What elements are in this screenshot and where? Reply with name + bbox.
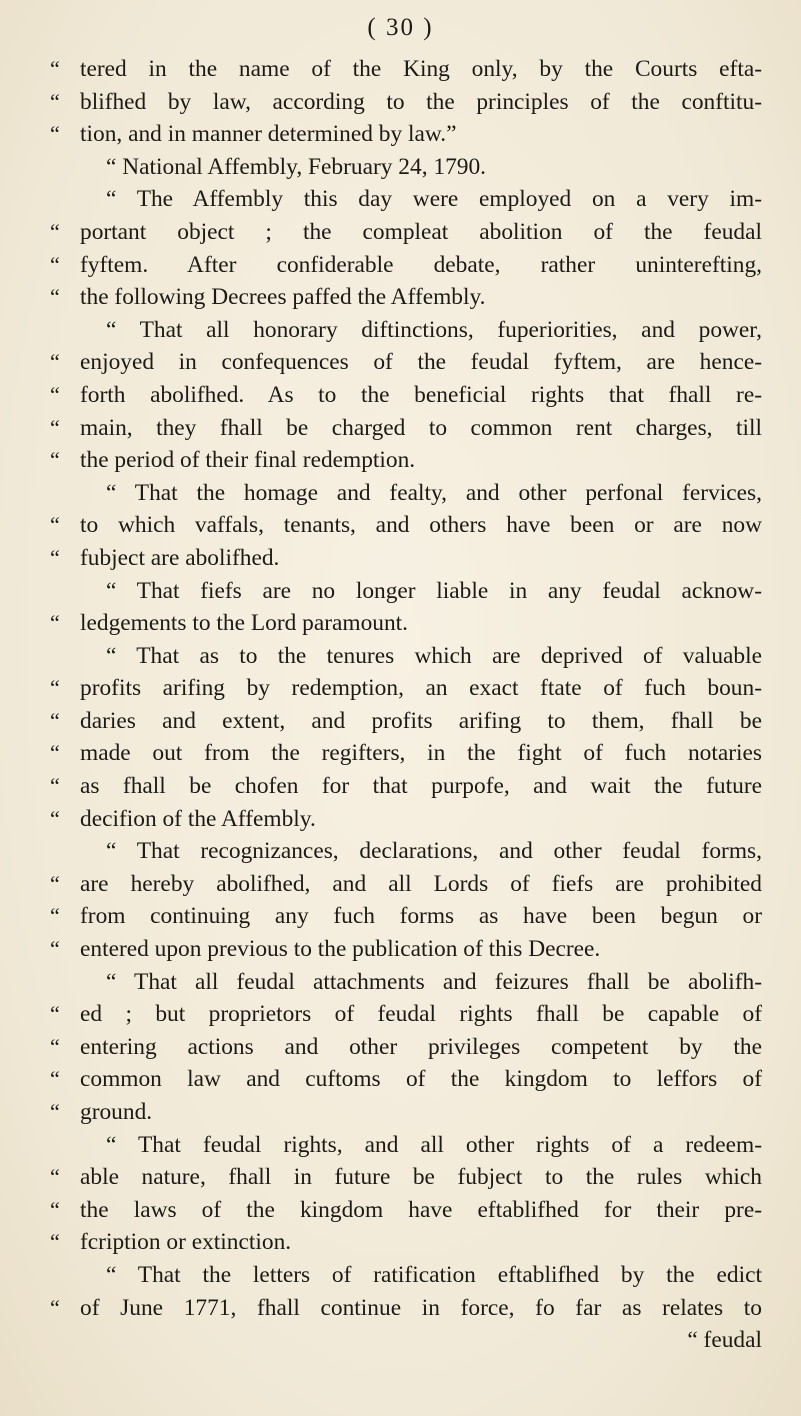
line-content: daries and extent, and profits arifing to them, fhall be bbox=[80, 707, 762, 734]
line-content: profits arifing by redemption, an exact ftate of fuch boun- bbox=[80, 675, 762, 702]
quote-mark: “ bbox=[50, 1001, 60, 1027]
line-content: ledgements to the Lord paramount. bbox=[80, 610, 409, 637]
quote-mark: “ bbox=[50, 447, 60, 473]
text-line bbox=[50, 412, 762, 445]
quote-mark: “ bbox=[50, 121, 60, 147]
line-content: “ The Affembly this day were employed on a very im- bbox=[106, 186, 762, 213]
quote-mark: “ bbox=[50, 88, 60, 114]
line-content: to which vaffals, tenants, and others have been or are now bbox=[80, 512, 762, 539]
line-content: the laws of the kingdom have eftablifhed for their pre- bbox=[80, 1196, 762, 1223]
line-content: “ That fiefs are no longer liable in any feudal acknow- bbox=[106, 577, 762, 604]
line-content: forth abolifhed. As to the beneficial rights that fhall re- bbox=[80, 381, 762, 408]
line-content: “ That the homage and fealty, and other perfonal fervices, bbox=[106, 479, 762, 506]
quote-mark: “ bbox=[50, 1294, 60, 1320]
quote-mark: “ bbox=[50, 805, 60, 831]
line-content: “ That the letters of ratification eftablifhed by the edict bbox=[106, 1261, 762, 1288]
quote-mark: “ bbox=[50, 1033, 60, 1059]
quote-mark: “ bbox=[50, 1229, 60, 1255]
text-line bbox=[50, 933, 762, 966]
text-line bbox=[50, 86, 762, 119]
quote-mark: “ bbox=[50, 773, 60, 799]
line-content: portant object ; the compleat abolition of the feudal bbox=[80, 218, 762, 245]
line-content: tion, and in manner determined by law.” bbox=[80, 121, 457, 148]
quote-mark: “ bbox=[50, 284, 60, 310]
quote-mark: “ bbox=[50, 349, 60, 375]
line-content: enjoyed in confequences of the feudal fyftem, are hence- bbox=[80, 349, 762, 376]
text-line bbox=[50, 998, 762, 1031]
text-line bbox=[50, 1063, 762, 1096]
line-content: “ That all feudal attachments and feizures fhall be abolifh- bbox=[106, 968, 762, 995]
text-line bbox=[50, 672, 762, 705]
line-content: are hereby abolifhed, and all Lords of fiefs are prohibited bbox=[80, 870, 762, 897]
text-line bbox=[50, 53, 762, 86]
line-content: “ National Affembly, February 24, 1790. bbox=[106, 153, 487, 180]
page-number-header: ( 30 ) bbox=[367, 14, 434, 41]
quote-mark: “ bbox=[50, 218, 60, 244]
quote-mark: “ bbox=[50, 610, 60, 636]
quote-mark: “ bbox=[50, 251, 60, 277]
text-line bbox=[80, 183, 762, 216]
text-line bbox=[50, 737, 762, 770]
quote-mark: “ bbox=[50, 870, 60, 896]
text-line bbox=[80, 835, 762, 868]
line-content: tered in the name of the King only, by the Courts efta- bbox=[80, 56, 762, 82]
text-line bbox=[50, 868, 762, 901]
text-line bbox=[50, 1096, 762, 1129]
line-content: entered upon previous to the publication of this Decree. bbox=[80, 936, 601, 963]
line-content: “ That all honorary diftinctions, fuperiorities, and power, bbox=[106, 316, 762, 343]
text-line bbox=[50, 705, 762, 738]
line-content: blifhed by law, according to the principles of the conftitu- bbox=[80, 88, 762, 115]
quote-mark: “ bbox=[50, 381, 60, 407]
line-content: as fhall be chofen for that purpofe, and wait the future bbox=[80, 773, 762, 800]
text-line bbox=[50, 1031, 762, 1064]
line-content: ed ; but proprietors of feudal rights fhall be capable of bbox=[80, 1001, 762, 1028]
text-line bbox=[80, 151, 762, 184]
quote-mark: “ bbox=[50, 936, 60, 962]
quote-mark: “ bbox=[50, 1164, 60, 1190]
line-content: the period of their final redemption. bbox=[80, 447, 416, 474]
quote-mark: “ bbox=[50, 1196, 60, 1222]
text-line bbox=[80, 477, 762, 510]
text-line bbox=[50, 1226, 762, 1259]
line-content: decifion of the Affembly. bbox=[80, 805, 316, 832]
body-text bbox=[50, 53, 762, 1357]
text-line bbox=[80, 966, 762, 999]
text-line bbox=[80, 314, 762, 347]
line-content: able nature, fhall in future be fubject to the rules which bbox=[80, 1164, 762, 1191]
quote-mark: “ bbox=[50, 414, 60, 440]
text-line bbox=[50, 444, 762, 477]
text-line bbox=[50, 1292, 762, 1325]
quote-mark: “ bbox=[50, 544, 60, 570]
line-content: main, they fhall be charged to common rent charges, till bbox=[80, 414, 762, 441]
text-line bbox=[50, 281, 762, 314]
line-content: from continuing any fuch forms as have been begun or bbox=[80, 903, 762, 930]
line-content: made out from the regifters, in the fight of fuch notaries bbox=[80, 740, 762, 767]
text-line bbox=[50, 900, 762, 933]
quote-mark: “ bbox=[50, 903, 60, 929]
text-line bbox=[50, 249, 762, 282]
text-line bbox=[80, 640, 762, 673]
quote-mark: “ bbox=[50, 740, 60, 766]
text-line bbox=[80, 575, 762, 608]
quote-mark: “ bbox=[50, 1099, 60, 1124]
line-content: common law and cuftoms of the kingdom to leffors of bbox=[80, 1066, 762, 1093]
text-line bbox=[50, 509, 762, 542]
quote-mark: “ bbox=[50, 56, 60, 81]
text-line bbox=[50, 1161, 762, 1194]
text-line bbox=[50, 542, 762, 575]
line-content: “ That feudal rights, and all other rights of a redeem- bbox=[106, 1131, 762, 1158]
line-content: fubject are abolifhed. bbox=[80, 544, 280, 571]
quote-mark: “ bbox=[50, 675, 60, 701]
line-content: entering actions and other privileges competent by the bbox=[80, 1033, 762, 1060]
line-content: “ That recognizances, declarations, and other feudal forms, bbox=[106, 838, 762, 865]
line-content: ground. bbox=[80, 1099, 153, 1125]
text-line bbox=[50, 216, 762, 249]
quote-mark: “ bbox=[50, 512, 60, 538]
text-line bbox=[50, 346, 762, 379]
line-content: fyftem. After confiderable debate, rather uninterefting, bbox=[80, 251, 762, 278]
text-line bbox=[80, 1259, 762, 1292]
text-line bbox=[50, 1194, 762, 1227]
text-line bbox=[50, 803, 762, 836]
quote-mark: “ bbox=[50, 1066, 60, 1092]
text-line bbox=[80, 1129, 762, 1162]
text-line bbox=[50, 379, 762, 412]
line-content: “ feudal bbox=[687, 1327, 762, 1354]
text-line bbox=[50, 770, 762, 803]
text-line bbox=[50, 118, 762, 151]
catchword bbox=[80, 1324, 762, 1357]
line-content: of June 1771, fhall continue in force, fo far as relates to bbox=[80, 1294, 762, 1321]
text-line bbox=[50, 607, 762, 640]
line-content: the following Decrees paffed the Affembly. bbox=[80, 284, 486, 311]
line-content: fcription or extinction. bbox=[80, 1229, 292, 1256]
line-content: “ That as to the tenures which are deprived of valuable bbox=[106, 642, 762, 669]
quote-mark: “ bbox=[50, 707, 60, 733]
